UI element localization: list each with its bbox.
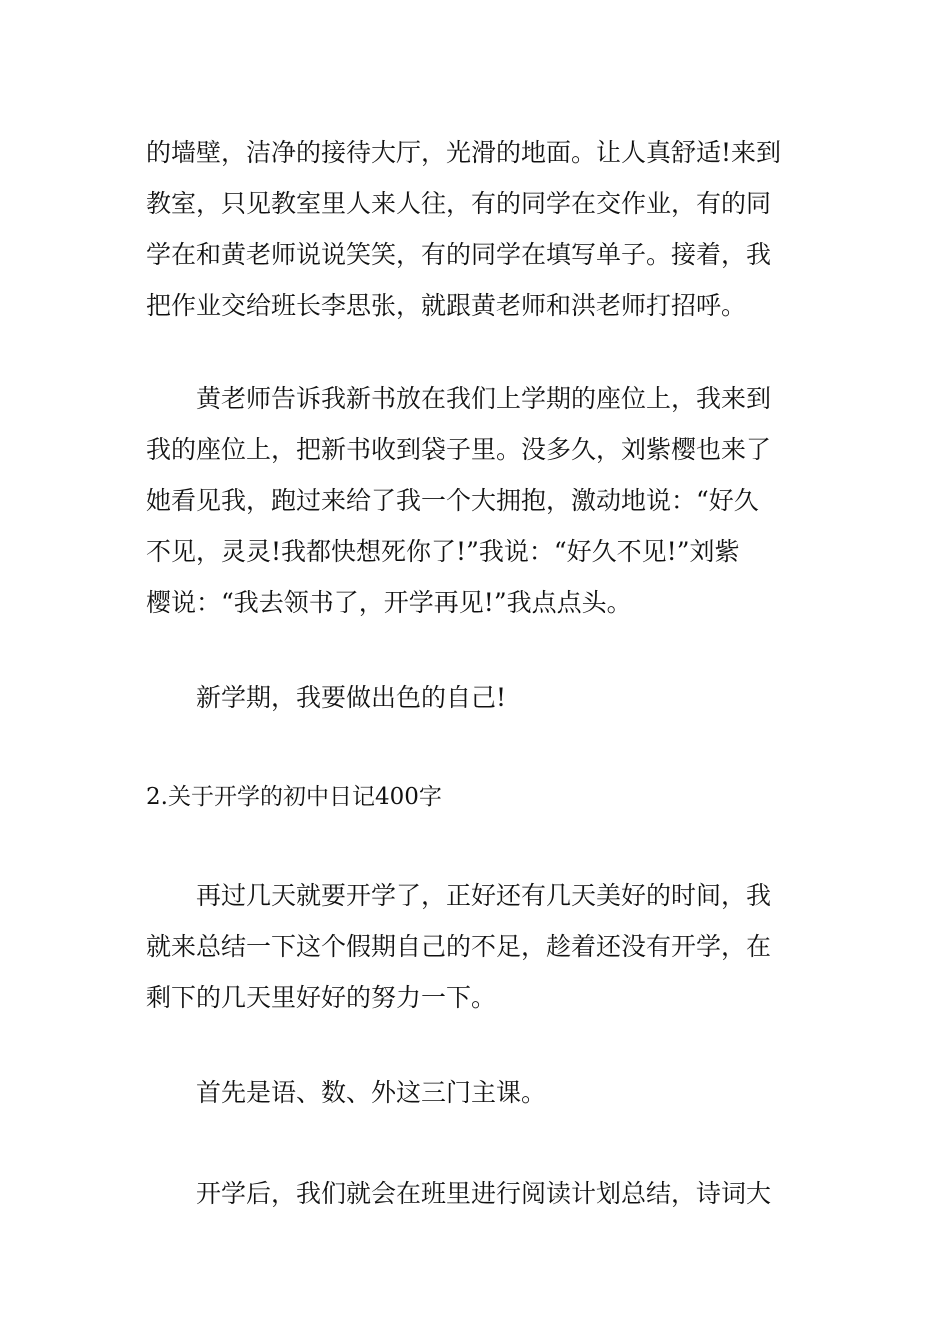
text-line: 的墙壁，洁净的接待大厅，光滑的地面。让人真舒适!来到	[146, 138, 782, 167]
text-line: 再过几天就要开学了，正好还有几天美好的时间，我	[196, 881, 772, 910]
text-line: 就来总结一下这个假期自己的不足，趁着还没有开学，在	[146, 932, 772, 961]
text-line: 把作业交给班长李思张，就跟黄老师和洪老师打招呼。	[146, 291, 747, 320]
paragraph-main-subjects	[146, 1067, 810, 1118]
text-line: 剩下的几天里好好的努力一下。	[146, 983, 497, 1012]
text-line: 樱说：“我去领书了，开学再见!”我点点头。	[146, 588, 632, 617]
heading-text: 2.关于开学的初中日记400字	[146, 784, 442, 810]
text-line: 我的座位上，把新书收到袋子里。没多久，刘紫樱也来了	[146, 435, 772, 464]
text-line: 学在和黄老师说说笑笑，有的同学在填写单子。接着，我	[146, 240, 772, 269]
paragraph-new-books	[146, 373, 810, 628]
section-heading	[146, 772, 810, 823]
text-line: 首先是语、数、外这三门主课。	[196, 1078, 547, 1107]
text-line: 教室，只见教室里人来人往，有的同学在交作业，有的同	[146, 189, 772, 218]
paragraph-resolution	[146, 672, 810, 723]
text-line: 新学期，我要做出色的自己!	[196, 683, 507, 712]
paragraph-summary	[146, 870, 810, 1023]
text-line: 她看见我，跑过来给了我一个大拥抱，激动地说：“好久	[146, 486, 759, 515]
text-line: 开学后，我们就会在班里进行阅读计划总结，诗词大	[196, 1179, 772, 1208]
text-line: 不见，灵灵!我都快想死你了!”我说：“好久不见!”刘紫	[146, 537, 740, 566]
text-line: 黄老师告诉我新书放在我们上学期的座位上，我来到	[196, 384, 772, 413]
paragraph-continued	[146, 127, 810, 331]
paragraph-reading-plan	[146, 1168, 810, 1219]
